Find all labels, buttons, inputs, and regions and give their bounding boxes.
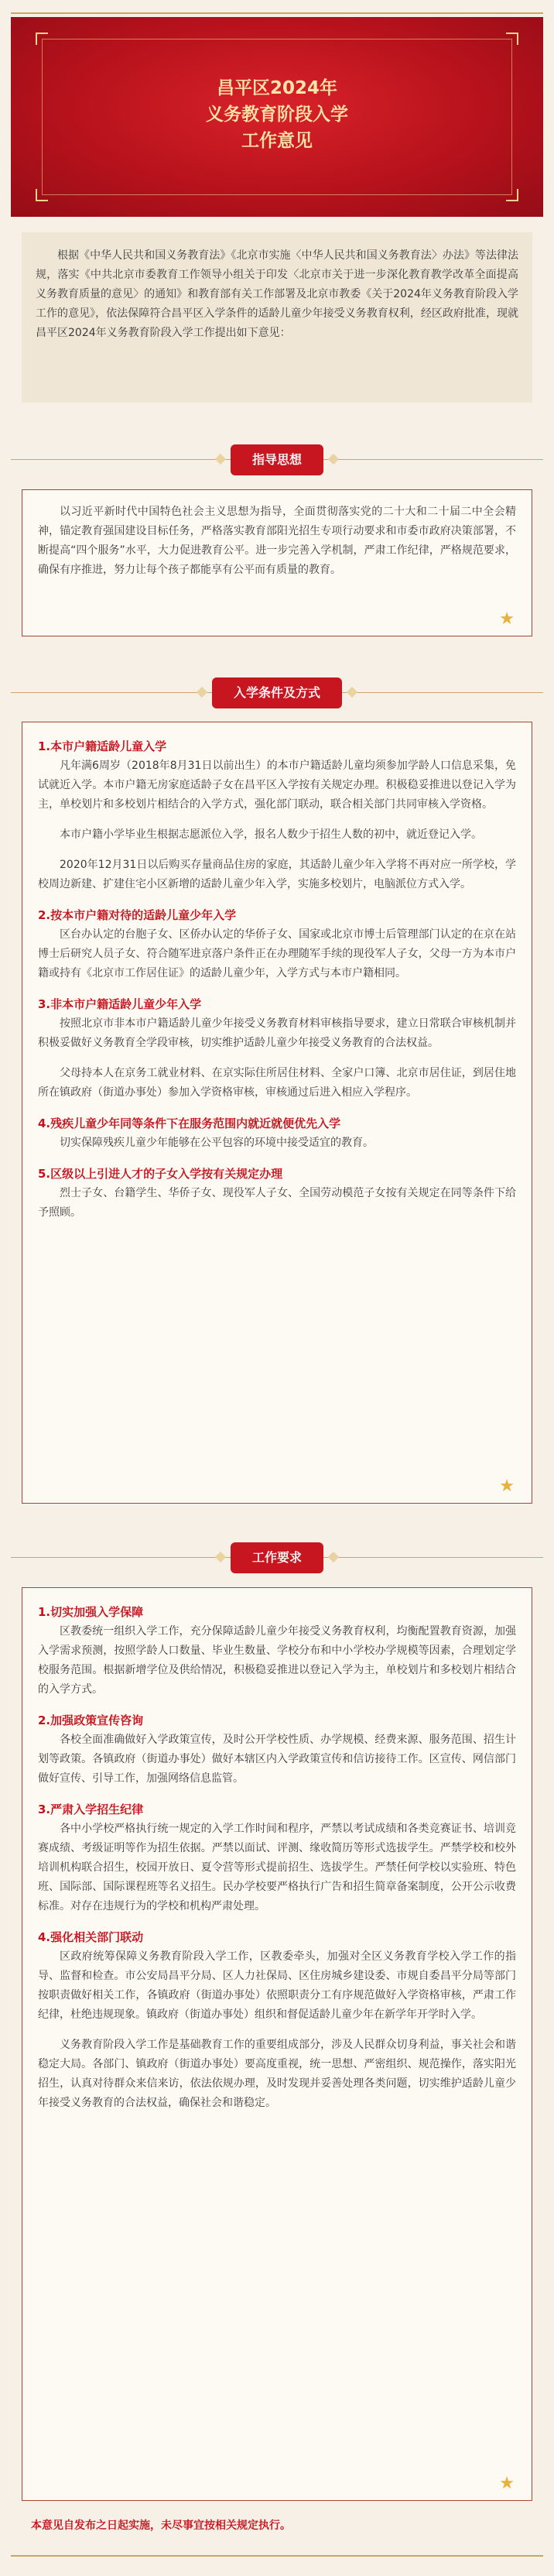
corner-ornament	[36, 33, 48, 45]
item-paragraph: 切实保障残疾儿童少年能够在公平包容的环境中接受适宜的教育。	[60, 1137, 374, 1149]
title-line-2: 义务教育阶段入学	[206, 105, 348, 125]
title-line-3: 工作意见	[241, 131, 313, 151]
page-title	[11, 75, 543, 154]
bottom-divider	[11, 2555, 543, 2557]
item-paragraph: 各校全面准确做好入学政策宣传，及时公开学校性质、办学规模、经费来源、服务范围、招生计划等政策。各镇政府（街道办事处）做好本辖区内入学政策宣传和信访接待工作。区宣传、网信部门做好宣传、引导工作，加强网络信息监管。	[38, 1734, 516, 1785]
item-paragraph: 各中小学校严格执行统一规定的入学工作时间和程序，严禁以考试成绩和各类竞赛证书、培训竞赛成绩、考级证明等作为招生依据。严禁以面试、评测、缘收简历等形式选拔学生。严禁学校和校外培训机构联合招生，校园开放日、夏令营等形式提前招生、选拔学生。严禁任何学校以实验班、特色班、国际部、国际课程班等名义招生。民办学校要严格执行广告和招生简章备案制度，公开公示收费标准。对存在违规行为的学校和机构严肃处理。	[38, 1823, 516, 1912]
item-heading: 1.切实加强入学保障	[38, 1605, 144, 1619]
corner-ornament	[506, 189, 518, 201]
star-icon: ★	[499, 2474, 515, 2493]
item-paragraph: 区台办认定的台胞子女、区侨办认定的华侨子女、国家或北京市博士后管理部门认定的在京在站博士后研究人员子女、符合随军进京落户条件正在办理随军手续的现役军人子女，父母一方为本市户籍或持有《北京市工作居住证》的适龄儿童少年，入学方式与本市户籍相同。	[38, 928, 516, 979]
intro-box	[22, 232, 532, 403]
item-heading: 3.严肃入学招生纪律	[38, 1803, 144, 1816]
item-paragraph: 义务教育阶段入学工作是基础教育工作的重要组成部分，涉及人民群众切身利益，事关社会和谐稳定大局。各部门、镇政府（街道办事处）要高度重视，统一思想、严密组织、规范操作，落实阳光招生，认真对待群众来信来访，依法依规办理，及时发现并妥善处理各类问题，切实维护适龄儿童少年接受义务教育的合法权益，确保社会和谐稳定。	[38, 2039, 516, 2109]
item-paragraph: 父母持本人在京务工就业材料、在京实际住所居住材料、全家户口簿、北京市居住证，到居住地所在镇政府（街道办事处）参加入学资格审核，审核通过后进入相应入学程序。	[38, 1067, 516, 1099]
title-line-1: 昌平区2024年	[216, 78, 337, 98]
guiding-box	[22, 489, 532, 636]
star-icon: ★	[499, 1477, 515, 1496]
section-guiding-title: 指导思想	[231, 444, 323, 475]
section-requirements-header	[0, 1542, 554, 1573]
item-paragraph: 区政府统筹保障义务教育阶段入学工作，区教委牵头，加强对全区义务教育学校入学工作的指导、监督和检查。市公安局昌平分局、区人力社保局、区住房城乡建设委、市规自委昌平分局等部门按职责做好相关工作，各镇政府（街道办事处）依照职责分工有序规范做好入学资格审核，严肃工作纪律，杜绝违规现象。镇政府（街道办事处）组织和督促适龄儿童少年在新学年开学时入学。	[38, 1950, 516, 2021]
item-heading: 1.本市户籍适龄儿童入学	[38, 739, 167, 753]
item-heading: 2.加强政策宣传咨询	[38, 1713, 144, 1727]
intro-text: 根据《中华人民共和国义务教育法》《北京市实施〈中华人民共和国义务教育法〉办法》等法律法规，落实《中共北京市委教育工作领导小组关于印发〈北京市关于进一步深化教育教学改革全面提高义务教育质量的意见〉的通知》和教育部有关工作部署及北京市教委《关于2024年义务教育阶段入学工作的意见》，依法保障符合昌平区入学条件的适龄儿童少年接受义务教育权利，经区政府批准，现就昌平区2024年义务教育阶段入学工作提出如下意见：	[36, 249, 518, 339]
item-paragraph: 本市户籍小学毕业生根据志愿派位入学，报名人数少于招生人数的初中，就近登记入学。	[60, 828, 482, 841]
guiding-text: 以习近平新时代中国特色社会主义思想为指导，全面贯彻落实党的二十大和二十届二中全会精神，锚定教育强国建设目标任务，严格落实教育部阳光招生专项行动要求和市委市政府决策部署，不断提高“四个服务”水平，大力促进教育公平。进一步完善入学机制，严肃工作纪律，严格规范要求，确保有序推进，努力让每个孩子都能享有公平而有质量的教育。	[38, 506, 516, 576]
corner-ornament	[506, 33, 518, 45]
conditions-box	[22, 722, 532, 1504]
header-banner	[11, 17, 543, 217]
item-paragraph: 2020年12月31日以后购买存量商品住房的家庭，其适龄儿童少年入学将不再对应一所学校，学校周边新建、扩建住宅小区新增的适龄儿童少年入学，实施多校划片，电脑派位方式入学。	[38, 859, 516, 890]
section-conditions-header	[0, 677, 554, 708]
item-paragraph: 烈士子女、台籍学生、华侨子女、现役军人子女、全国劳动模范子女按有关规定在同等条件下给予照顾。	[38, 1187, 516, 1219]
item-heading: 2.按本市户籍对待的适龄儿童少年入学	[38, 908, 237, 922]
star-icon: ★	[499, 609, 515, 629]
item-heading: 3.非本市户籍适龄儿童少年入学	[38, 997, 202, 1011]
item-heading: 5.区级以上引进人才的子女入学按有关规定办理	[38, 1167, 283, 1181]
requirements-box	[22, 1587, 532, 2501]
item-heading: 4.残疾儿童少年同等条件下在服务范围内就近就便优先入学	[38, 1116, 341, 1130]
section-conditions-title: 入学条件及方式	[212, 677, 342, 708]
item-paragraph: 按照北京市非本市户籍适龄儿童少年接受义务教育材料审核指导要求，建立日常联合审核机制并积极妥做好义务教育全学段审核，切实维护适龄儿童少年接受义务教育的合法权益。	[38, 1017, 516, 1049]
closing-note: 本意见自发布之日起实施，未尽事宜按相关规定执行。	[31, 2519, 291, 2532]
item-paragraph: 凡年满6周岁（2018年8月31日以前出生）的本市户籍适龄儿童均须参加学龄人口信息采集，免试就近入学。本市户籍无房家庭适龄子女在昌平区入学按有关规定办理。积极稳妥推进以登记入学为主，单校划片和多校划片相结合的入学方式，强化部门联动，联合相关部门共同审核入学资格。	[38, 760, 516, 811]
section-requirements-title: 工作要求	[231, 1542, 323, 1573]
top-divider	[11, 12, 543, 14]
item-heading: 4.强化相关部门联动	[38, 1930, 144, 1944]
item-paragraph: 区教委统一组织入学工作，充分保障适龄儿童少年接受义务教育权利，均衡配置教育资源，加强入学需求预测，按照学龄人口数量、毕业生数量、学校分布和中小学校办学规模等因素，合理划定学校服务范围。根据新增学位及供给情况，积极稳妥推进以登记入学为主，单校划片和多校划片相结合的入学方式。	[38, 1625, 516, 1696]
section-guiding-header	[0, 444, 554, 475]
corner-ornament	[36, 189, 48, 201]
